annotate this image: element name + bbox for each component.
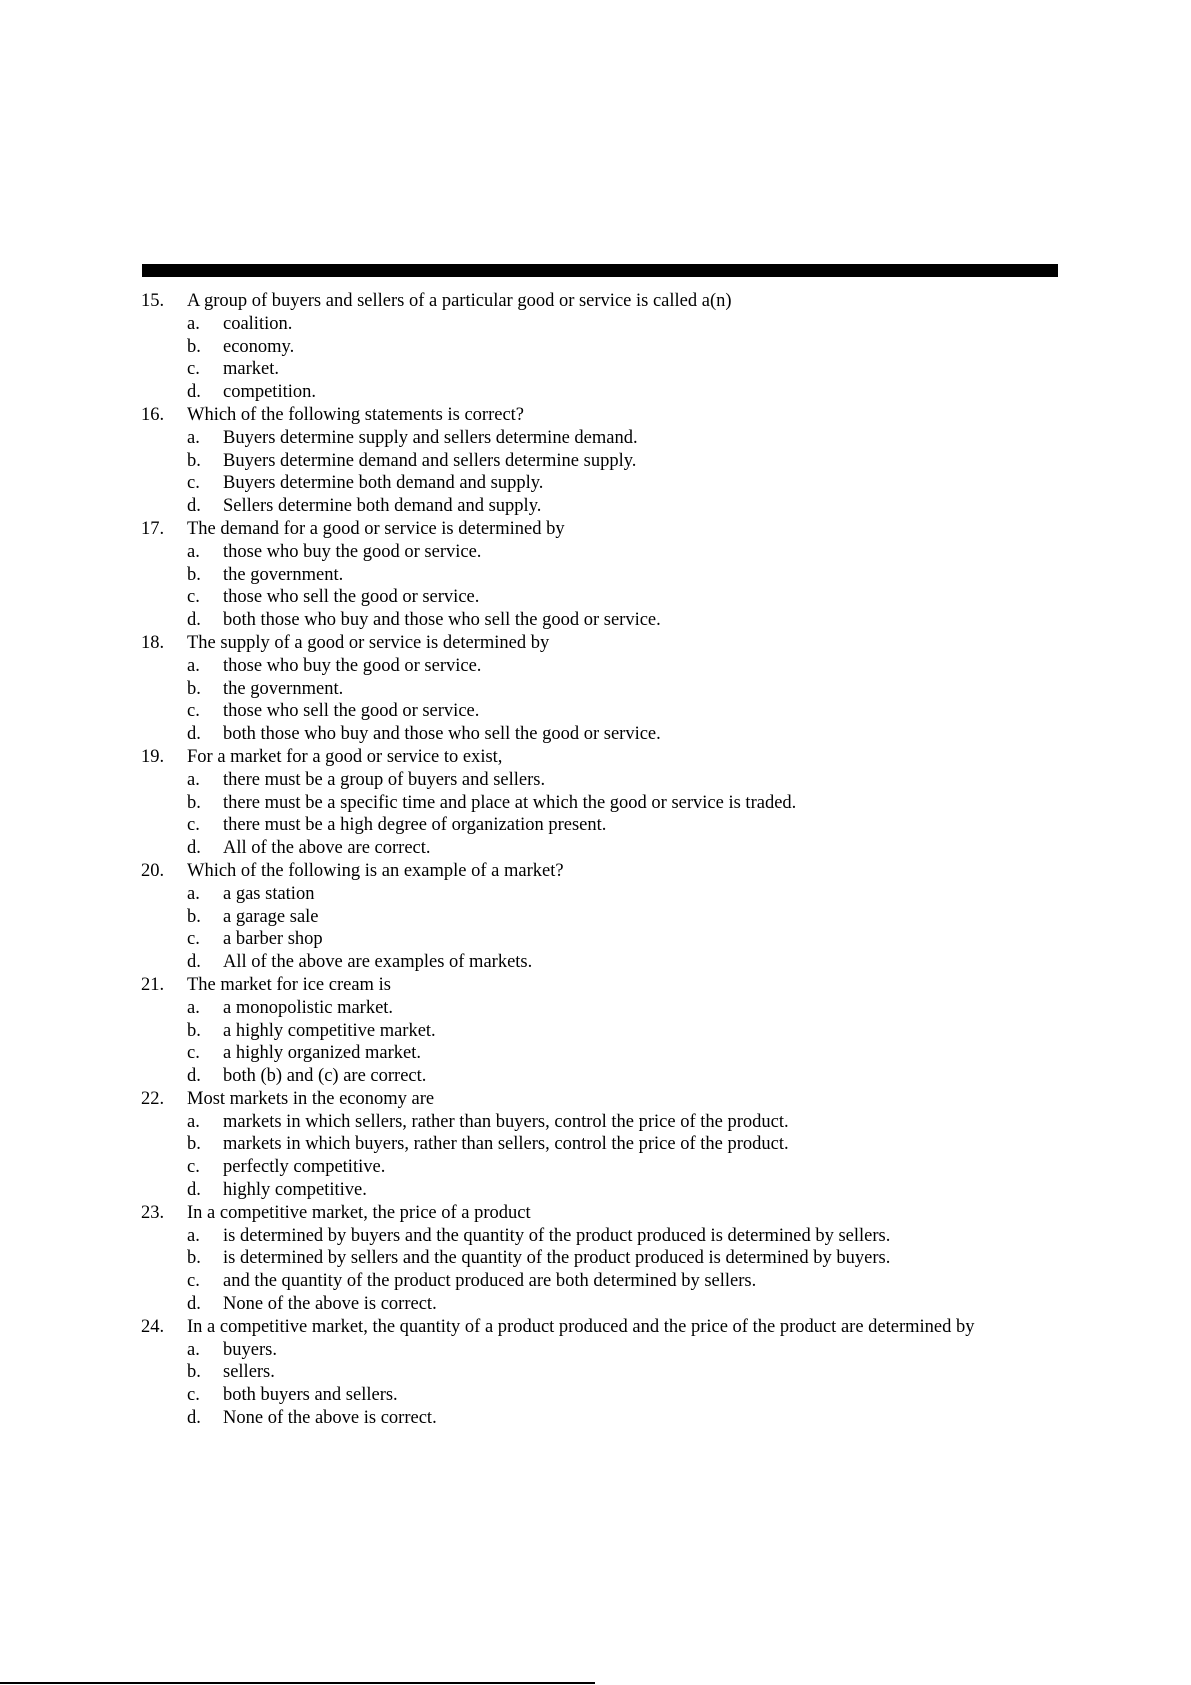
- answer-option: [0, 1042, 1191, 1065]
- option-letter: c.: [187, 929, 200, 950]
- answer-option: [0, 336, 1191, 359]
- option-text: is determined by sellers and the quantity of the product produced is determined by buyers.: [223, 1248, 891, 1269]
- option-text: a garage sale: [223, 906, 319, 927]
- option-text: a highly organized market.: [223, 1043, 421, 1064]
- option-letter: b.: [187, 1020, 201, 1041]
- question-stem: [0, 404, 1191, 427]
- option-text: markets in which sellers, rather than buyers, control the price of the product.: [223, 1111, 789, 1132]
- option-letter: d.: [187, 1180, 201, 1201]
- option-letter: b.: [187, 792, 201, 813]
- question-24: [0, 1316, 1191, 1430]
- question-stem: [0, 1202, 1191, 1225]
- option-text: markets in which buyers, rather than sellers, control the price of the product.: [223, 1134, 789, 1155]
- option-letter: c.: [187, 1385, 200, 1406]
- answer-option: [0, 541, 1191, 564]
- option-text: None of the above is correct.: [223, 1408, 437, 1429]
- answer-option: [0, 1225, 1191, 1248]
- answer-option: [0, 1111, 1191, 1134]
- option-letter: b.: [187, 336, 201, 357]
- option-letter: a.: [187, 769, 200, 790]
- question-19: [0, 746, 1191, 860]
- answer-option: [0, 723, 1191, 746]
- question-text: The demand for a good or service is determined by: [187, 518, 565, 539]
- question-number: 17.: [141, 518, 165, 539]
- question-20: [0, 860, 1191, 974]
- option-text: there must be a high degree of organization present.: [223, 815, 607, 836]
- answer-option: [0, 1293, 1191, 1316]
- option-letter: a.: [187, 427, 200, 448]
- question-18: [0, 632, 1191, 746]
- question-17: [0, 518, 1191, 632]
- question-number: 21.: [141, 974, 165, 995]
- answer-option: [0, 1179, 1191, 1202]
- question-22: [0, 1088, 1191, 1202]
- answer-option: [0, 1339, 1191, 1362]
- question-stem: [0, 860, 1191, 883]
- answer-option: [0, 951, 1191, 974]
- question-stem: [0, 1088, 1191, 1111]
- option-letter: b.: [187, 678, 201, 699]
- question-15: [0, 290, 1191, 404]
- option-text: a highly competitive market.: [223, 1020, 436, 1041]
- option-letter: b.: [187, 1134, 201, 1155]
- answer-option: [0, 1407, 1191, 1430]
- option-letter: c.: [187, 1043, 200, 1064]
- footer-rule: [0, 1682, 595, 1684]
- question-stem: [0, 1316, 1191, 1339]
- option-text: buyers.: [223, 1339, 277, 1360]
- option-letter: c.: [187, 359, 200, 380]
- question-text: The market for ice cream is: [187, 974, 391, 995]
- option-letter: d.: [187, 952, 201, 973]
- option-text: Buyers determine demand and sellers determine supply.: [223, 450, 637, 471]
- option-letter: b.: [187, 564, 201, 585]
- option-text: there must be a specific time and place at which the good or service is traded.: [223, 792, 797, 813]
- option-letter: a.: [187, 1225, 200, 1246]
- question-stem: [0, 290, 1191, 313]
- option-text: All of the above are correct.: [223, 838, 431, 859]
- option-letter: d.: [187, 610, 201, 631]
- option-letter: d.: [187, 1066, 201, 1087]
- option-text: None of the above is correct.: [223, 1294, 437, 1315]
- option-text: highly competitive.: [223, 1180, 367, 1201]
- option-text: the government.: [223, 564, 344, 585]
- answer-option: [0, 472, 1191, 495]
- answer-option: [0, 381, 1191, 404]
- question-stem: [0, 632, 1191, 655]
- answer-option: [0, 450, 1191, 473]
- answer-option: [0, 586, 1191, 609]
- option-text: All of the above are examples of markets.: [223, 952, 533, 973]
- option-letter: c.: [187, 701, 200, 722]
- question-number: 16.: [141, 404, 165, 425]
- question-number: 20.: [141, 860, 165, 881]
- question-stem: [0, 746, 1191, 769]
- option-letter: b.: [187, 906, 201, 927]
- option-text: Buyers determine supply and sellers determine demand.: [223, 427, 638, 448]
- answer-option: [0, 358, 1191, 381]
- option-letter: d.: [187, 1408, 201, 1429]
- question-21: [0, 974, 1191, 1088]
- answer-option: [0, 678, 1191, 701]
- option-text: both those who buy and those who sell the good or service.: [223, 610, 661, 631]
- question-text: Which of the following statements is correct?: [187, 404, 525, 425]
- option-text: coalition.: [223, 313, 293, 334]
- question-text: In a competitive market, the quantity of a product produced and the price of the product are determined by: [187, 1316, 975, 1337]
- option-text: a monopolistic market.: [223, 997, 394, 1018]
- option-letter: a.: [187, 541, 200, 562]
- option-letter: b.: [187, 1362, 201, 1383]
- option-letter: d.: [187, 838, 201, 859]
- answer-option: [0, 883, 1191, 906]
- option-letter: a.: [187, 1111, 200, 1132]
- option-text: sellers.: [223, 1362, 275, 1383]
- option-letter: a.: [187, 313, 200, 334]
- option-letter: b.: [187, 450, 201, 471]
- question-number: 19.: [141, 746, 165, 767]
- answer-option: [0, 769, 1191, 792]
- option-text: both buyers and sellers.: [223, 1385, 398, 1406]
- option-text: a barber shop: [223, 929, 323, 950]
- option-letter: d.: [187, 382, 201, 403]
- answer-option: [0, 564, 1191, 587]
- answer-option: [0, 928, 1191, 951]
- option-letter: c.: [187, 473, 200, 494]
- option-letter: a.: [187, 997, 200, 1018]
- option-text: those who buy the good or service.: [223, 541, 482, 562]
- option-text: both those who buy and those who sell the good or service.: [223, 724, 661, 745]
- question-text: A group of buyers and sellers of a particular good or service is called a(n): [187, 291, 732, 311]
- answer-option: [0, 1156, 1191, 1179]
- option-text: a gas station: [223, 883, 315, 904]
- answer-option: [0, 792, 1191, 815]
- option-text: Sellers determine both demand and supply.: [223, 496, 542, 517]
- option-text: both (b) and (c) are correct.: [223, 1066, 427, 1087]
- option-text: perfectly competitive.: [223, 1157, 386, 1178]
- header-rule: [142, 264, 1058, 277]
- answer-option: [0, 1020, 1191, 1043]
- question-text: Which of the following is an example of a market?: [187, 860, 564, 881]
- question-number: 22.: [141, 1088, 165, 1109]
- answer-option: [0, 814, 1191, 837]
- question-text: The supply of a good or service is determined by: [187, 632, 550, 653]
- question-number: 23.: [141, 1202, 165, 1223]
- option-letter: c.: [187, 815, 200, 836]
- answer-option: [0, 313, 1191, 336]
- option-text: and the quantity of the product produced are both determined by sellers.: [223, 1271, 757, 1292]
- option-letter: d.: [187, 1294, 201, 1315]
- option-text: is determined by buyers and the quantity of the product produced is determined by sellers.: [223, 1225, 891, 1246]
- answer-option: [0, 997, 1191, 1020]
- option-letter: a.: [187, 655, 200, 676]
- option-letter: d.: [187, 724, 201, 745]
- answer-option: [0, 655, 1191, 678]
- option-text: the government.: [223, 678, 344, 699]
- question-stem: [0, 974, 1191, 997]
- answer-option: [0, 1270, 1191, 1293]
- question-number: 24.: [141, 1316, 165, 1337]
- option-letter: a.: [187, 1339, 200, 1360]
- option-text: those who buy the good or service.: [223, 655, 482, 676]
- answer-option: [0, 1065, 1191, 1088]
- answer-option: [0, 427, 1191, 450]
- answer-option: [0, 1384, 1191, 1407]
- option-text: economy.: [223, 336, 295, 357]
- option-letter: d.: [187, 496, 201, 517]
- question-number: 15.: [141, 291, 165, 311]
- answer-option: [0, 1133, 1191, 1156]
- option-text: those who sell the good or service.: [223, 587, 480, 608]
- option-letter: c.: [187, 1271, 200, 1292]
- option-letter: c.: [187, 1157, 200, 1178]
- option-letter: a.: [187, 883, 200, 904]
- answer-option: [0, 700, 1191, 723]
- answer-option: [0, 837, 1191, 860]
- question-23: [0, 1202, 1191, 1316]
- question-text: In a competitive market, the price of a product: [187, 1202, 531, 1223]
- answer-option: [0, 906, 1191, 929]
- question-text: For a market for a good or service to exist,: [187, 746, 503, 767]
- answer-option: [0, 1247, 1191, 1270]
- option-text: Buyers determine both demand and supply.: [223, 473, 544, 494]
- answer-option: [0, 1361, 1191, 1384]
- option-letter: c.: [187, 587, 200, 608]
- question-list: [0, 290, 1191, 1430]
- answer-option: [0, 495, 1191, 518]
- option-letter: b.: [187, 1248, 201, 1269]
- question-number: 18.: [141, 632, 165, 653]
- question-text: Most markets in the economy are: [187, 1088, 435, 1109]
- option-text: market.: [223, 359, 279, 380]
- answer-option: [0, 609, 1191, 632]
- question-stem: [0, 518, 1191, 541]
- option-text: there must be a group of buyers and sellers.: [223, 769, 546, 790]
- question-16: [0, 404, 1191, 518]
- option-text: competition.: [223, 382, 316, 403]
- option-text: those who sell the good or service.: [223, 701, 480, 722]
